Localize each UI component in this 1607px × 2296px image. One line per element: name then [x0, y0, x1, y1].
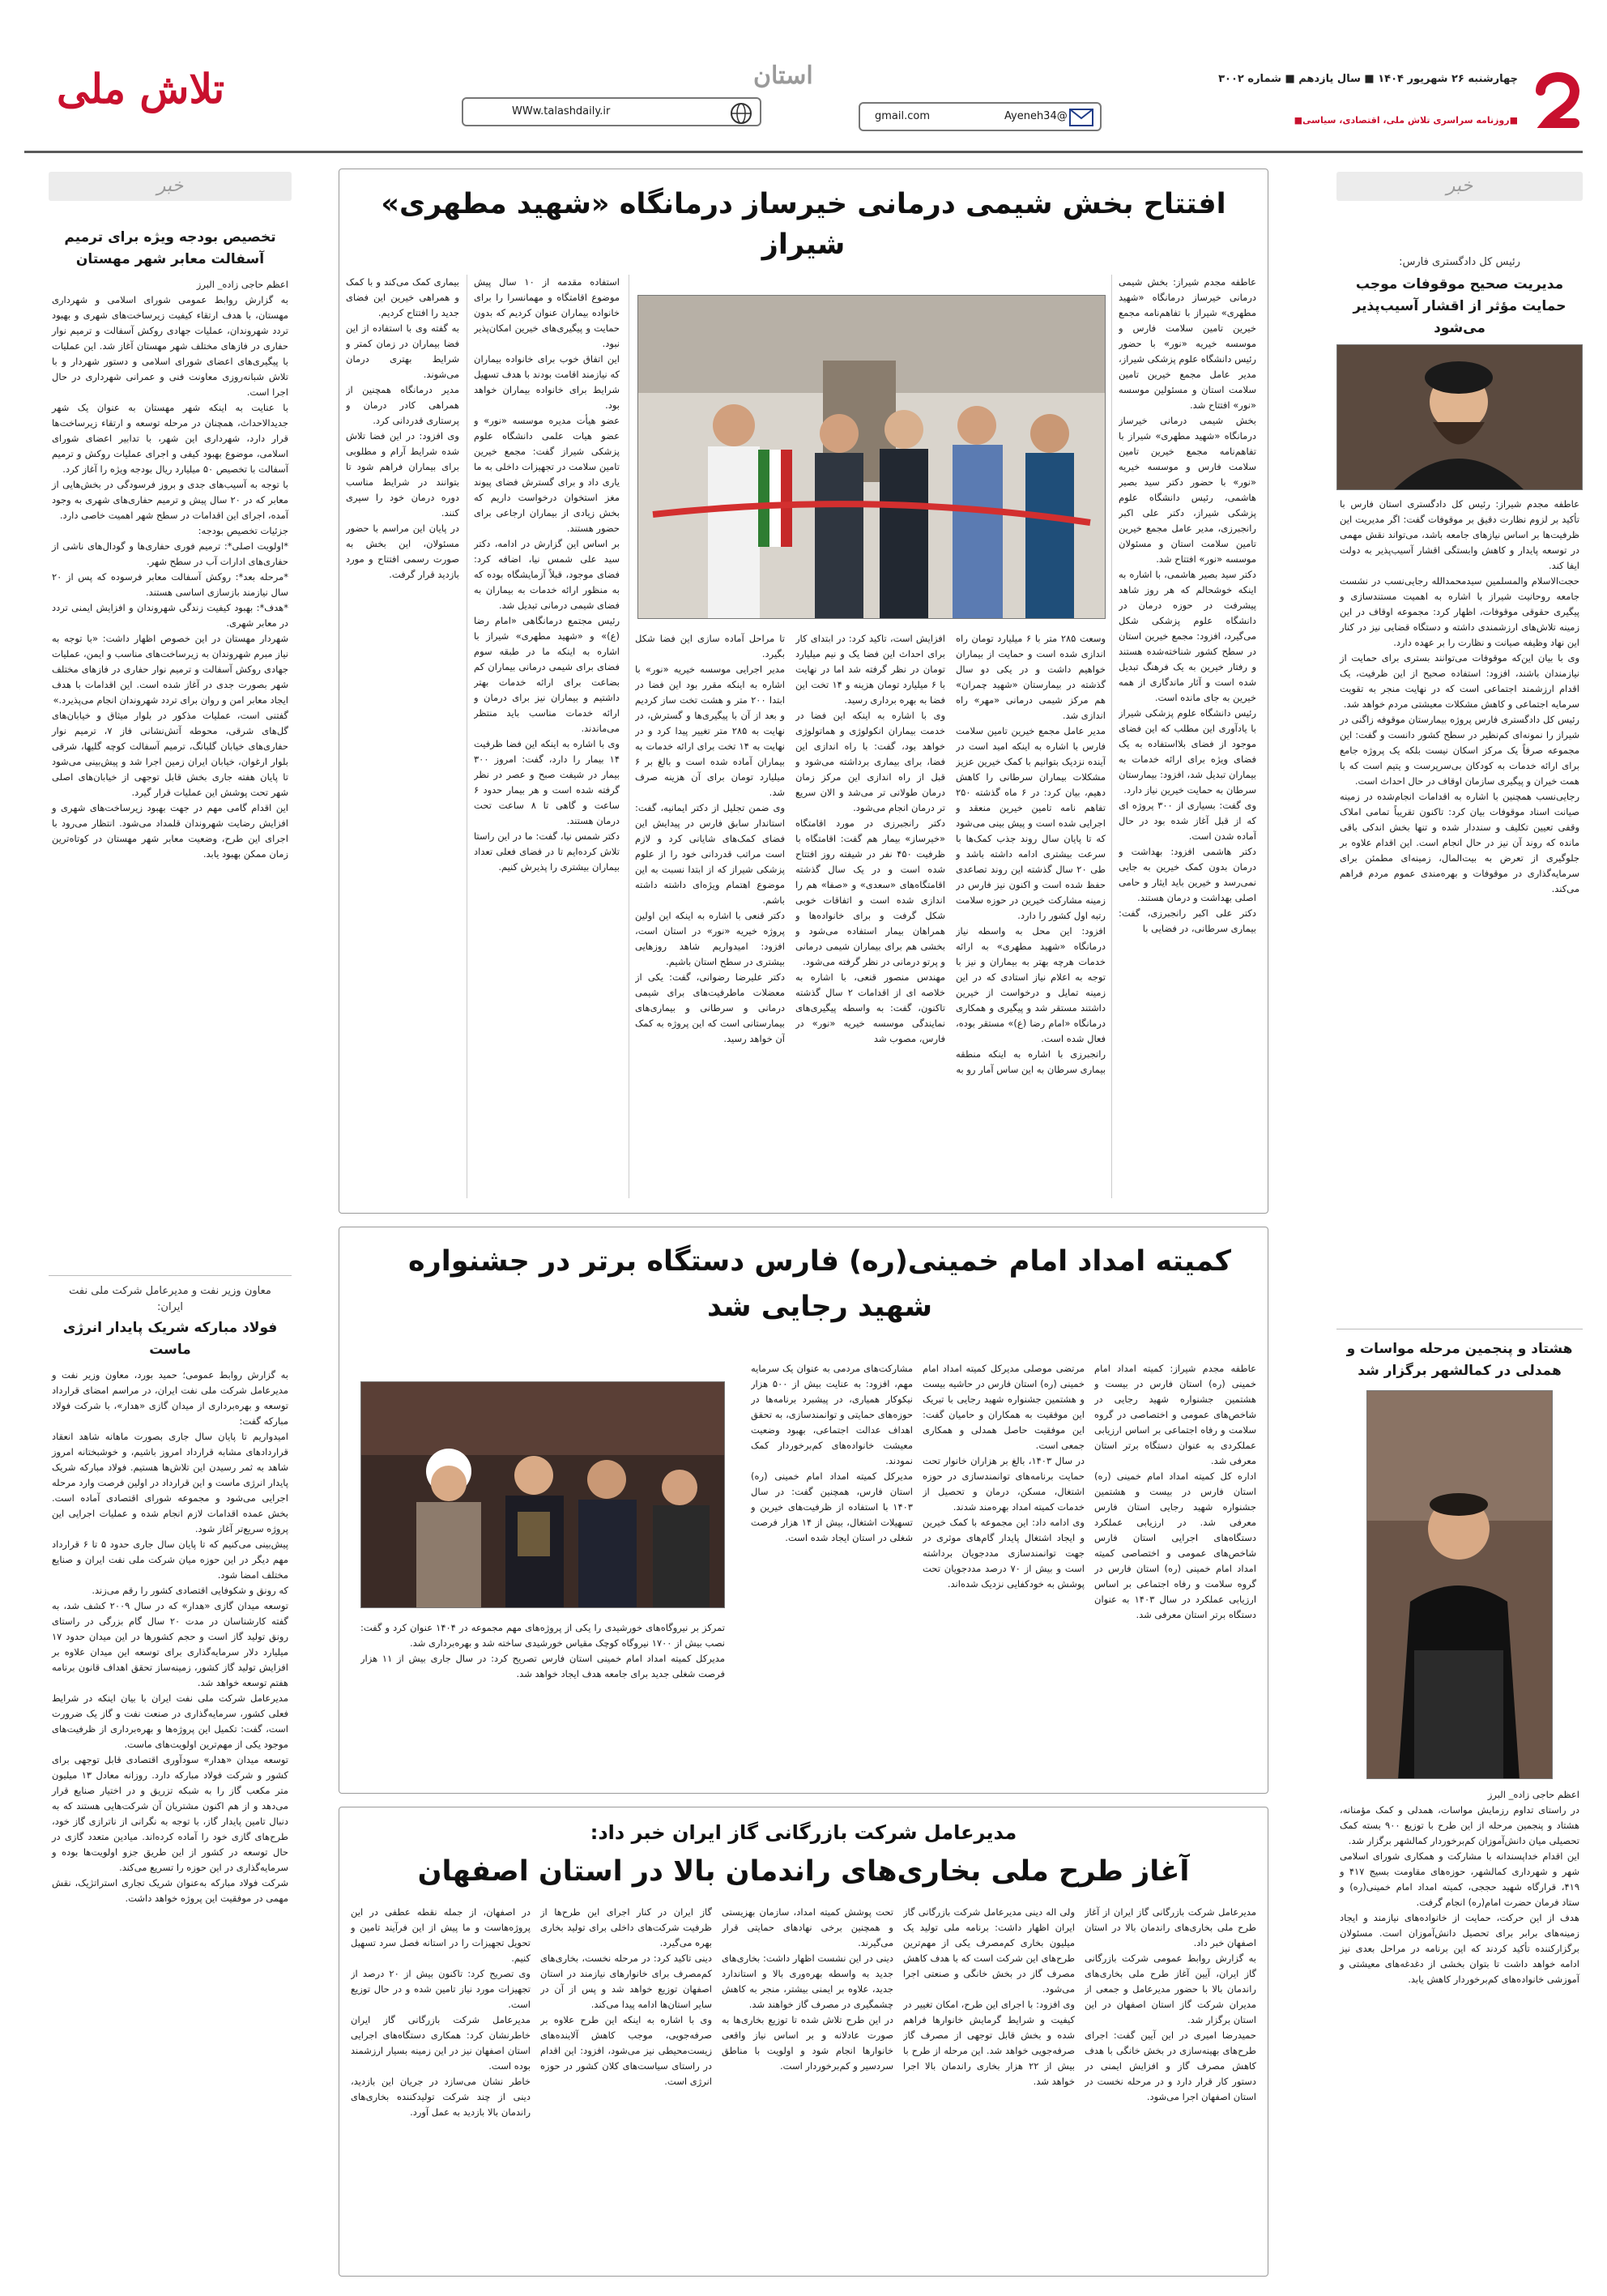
article3-headline: آغاز طرح ملی بخاری‌های راندمان بالا در استان اصفهان	[417, 1855, 1190, 1888]
page-number-shape	[1532, 66, 1583, 139]
award-ceremony-photo-illustration	[360, 1382, 724, 1608]
article3-col4: گاز ایران در کنار اجرای این طرح‌ها از ظرفیت شرکت‌های داخلی برای تولید بخاری بهره می‌گیرد. دینی تاکید کرد: در مرحله نخست، بخاری‌های کم‌مصرف برای خانوارهای نیازمند در استان اصفهان توزیع خواهد شد و پس از آن در سایر استان‌ها ادامه پیدا می‌کند. وی با اشاره به اینکه این طرح علاوه بر صرفه‌جویی، موجب کاهش آلاینده‌های زیست‌محیطی نیز می‌شود، افزود: این اقدام در راستای سیاست‌های کلان کشور در حوزه انرژی است.	[540, 1906, 712, 2087]
article3-col2: ولی اله دینی مدیرعامل شرکت بازرگانی گاز ایران اظهار داشت: برنامه ملی تولید یک میلیون بخاری کم‌مصرف یکی از مهم‌ترین طرح‌های این شرکت است که با هدف کاهش مصرف گاز در بخش خانگی و صنعتی اجرا می‌شود. وی افزود: با اجرای این طرح، امکان تغییر در کیفیت و شرایط گرمایش خانوارها فراهم شده و بخش قابل توجهی از مصرف گاز صرفه‌جویی خواهد شد. این مرحله از طرح با بیش از ۲۲ هزار بخاری راندمان بالا اجرا خواهد شد.	[903, 1906, 1075, 2087]
page-number-badge	[1532, 66, 1583, 139]
right-story1-kicker: رئیس کل دادگستری فارس:	[1399, 256, 1520, 268]
article1-photo	[637, 295, 1106, 619]
section-title: استان	[753, 62, 813, 90]
right-story1	[1336, 207, 1583, 1342]
article2-col4: تمرکز بر نیروگاه‌های خورشیدی را یکی از پروژه‌های مهم مجموعه در ۱۴۰۴ عنوان کرد و گفت: نصب بیش از ۱۷۰۰ نیروگاه کوچک مقیاس خورشیدی ساخته شد و بهره‌برداری شد. مدیرکل کمیته امداد امام خمینی استان فارس تصریح کرد: در سال جاری بیش از ۱۱ هزار فرصت شغلی جدید برای جامعه هدف ایجاد خواهد شد.	[360, 1622, 725, 1679]
right-story2	[1336, 1335, 1583, 2275]
right-story2-photo	[1366, 1390, 1553, 1779]
left-divider	[49, 1275, 292, 1276]
article1-col1: عاطفه مجدم شیراز: بخش شیمی درمانی خیرساز درمانگاه «شهید مطهری» شیراز با تفاهم‌نامه مجمع خیرین تامین سلامت فارس و موسسه خیریه «نور» با حضور رئیس دانشگاه علوم پزشکی شیراز، مدیر عامل مجمع خیرین تامین سلامت استان و مسئولین موسسه «نور» افتتاح شد. بخش شیمی درمانی خیرساز درمانگاه «شهید مطهری» شیراز با تفاهم‌نامه مجمع خیرین تامین سلامت فارس و موسسه خیریه «نور» با حضور دکتر سید بصیر هاشمی، رئیس دانشگاه علوم پزشکی شیراز، دکتر علی اکبر رانجبرزی، مدیر عامل مجمع خیرین تامین سلامت استان و مسئولان موسسه «نور» افتتاح شد. دکتر سید بصیر هاشمی، با اشاره به اینکه خوشحالم که هر روز شاهد پیشرفت در حوزه درمان در دانشگاه علوم پزشکی شکل می‌گیرد، افزود: مجمع خیرین استان در سطح کشور شناخته‌شده هستند و رفتار خیرین به یک فرهنگ تبدیل شده است و آثار ماندگاری از همه خیرین به جای مانده است. رئیس دانشگاه علوم پزشکی شیراز با یادآوری این مطلب که این فضای موجود از فضای بلااستفاده به یک فضای ویژه برای ارائه خدمات به بیماران تبدیل شد، افزود: بیمارستان سرطان به حمایت خیرین نیاز دارد. وی گفت: بسیاری از ۳۰۰ پروژه ای که از قبل آغاز شده بود در حال آماده شدن است. دکتر هاشمی افزود: بهداشت و درمان بدون کمک خیرین به جایی نمی‌رسد و خیرین باید ایثار و حامی اصلی بهداشت و درمان هستند. دکتر علی اکبر رانجبرزی، گفت: بیماری سرطانی، در فضایی با	[1119, 276, 1256, 934]
newspaper-tagline: ■روزنامه سراسری تلاش ملی، اقتصادی، سیاسی■	[1294, 115, 1518, 126]
right-story1-photo	[1336, 344, 1583, 490]
left-section-label: خبر	[49, 172, 292, 201]
article2-col1: عاطفه مجدم شیراز: کمیته امداد امام خمینی (ره) استان فارس در بیست و هشتمین جشنواره شهید رجایی در شاخص‌های عمومی و اختصاصی در گروه سلامت و رفاه اجتماعی بر اساس ارزیابی عملکردی به عنوان دستگاه برتر استان معرفی شد. اداره کل کمیته امداد امام خمینی (ره) استان فارس در بیست و هشتمین جشنواره شهید رجایی استان فارس معرفی شد. در ارزیابی عملکرد دستگاه‌های اجرایی استان فارس شاخص‌های عمومی و اختصاصی کمیته امداد امام خمینی (ره) استان فارس در گروه سلامت و رفاه اجتماعی بر اساس ارزیابی عملکرد در سال ۱۴۰۳ به عنوان دستگاه برتر استان معرفی شد.	[1094, 1363, 1256, 1620]
website-box	[462, 97, 761, 126]
article1-col3: افزایش است، تاکید کرد: در ابتدای کار برای احداث این فضا یک و نیم میلیارد تومان در نظر گرفته شد اما در نهایت با ۶ میلیارد تومان هزینه و ۱۴ تخت این فضا به بهره برداری رسید. وی با اشاره به اینکه این فضا در خدمت بیماران انکولوژی و هماتولوژی خواهد بود، گفت: با راه اندازی این فضا، برای بیماری برداشته می‌شود و قبل از راه اندازی این مرکز زمان درمان طولانی تر می‌شد و الان سریع تر درمان انجام می‌شود. دکتر رانجبرزی در مورد اقامتگاه «خیرساز» بیمار هم گفت: اقامتگاه با ظرفیت ۴۵۰ نفر در شیفته روز افتتاح شده است و در یک سال گذشته اقامتگاه‌های «سعدی» و «صفا» هم را اندازی شده است و اتفاقات خوبی شکل گرفت و برای خانواده‌ها و همراهان بیمار استفاده می‌شود و بخشی هم برای بیماران شیمی درمانی و پرتو درمانی در نظر گرفته می‌شود. مهندس منصور قنعی، با اشاره به خلاصه ای از اقدامات ۲ سال گذشته تاکنون، گفت: به واسطه پیگیری‌های نمایندگی موسسه خیریه «نور» در فارس، مصوب شد	[795, 633, 945, 1044]
article3-col3: تحت پوشش کمیته امداد، سازمان بهزیستی و همچنین برخی نهادهای حمایتی قرار می‌گیرند. دینی در این نشست اظهار داشت: بخاری‌های جدید به واسطه بهره‌وری بالا و استاندارد جدید، علاوه بر ایمنی بیشتر، منجر به کاهش چشمگیری در مصرف گاز خواهند شد. در این طرح تلاش شده تا توزیع بخاری‌ها به صورت عادلانه و بر اساس نیاز واقعی خانوارها انجام شود و اولویت با مناطق سردسیر و کم‌برخوردار است.	[722, 1906, 893, 2072]
left-story2	[49, 1280, 292, 2277]
left-story2-body: به گزارش روابط عمومی؛ حمید بورد، معاون وزیر نفت و مدیرعامل شرکت ملی نفت ایران، در مراسم امضای قرارداد توسعه و بهره‌برداری از میدان گازی «هدار»، با شرکت فولاد مبارکه گفت: امیدواریم تا پایان سال جاری بصورت ماهانه شاهد انعقاد قراردادهای مشابه قرارداد امروز باشیم، و خوشبختانه امروز شاهد به ثمر رسیدن این تلاش‌ها هستیم. فولاد مبارکه شریک پایدار انرژی ماست و این قرارداد در اولین فرصت وارد مرحله اجرایی می‌شود و مجموعه شورای اقتصادی آماده است. بخش عمده اقدامات لازم انجام شده و عملیات اجرایی این پروژه سریع‌تر آغاز شود. پیش‌بینی می‌کنیم که تا پایان سال جاری حدود ۵ تا ۶ قرارداد مهم دیگر در این حوزه میان شرکت ملی نفت ایران و صنایع مختلف امضا شود. که رونق و شکوفایی اقتصادی کشور را رقم می‌زند. توسعه میدان گازی «هدار» که در سال ۲۰۰۹ کشف شد، به گفته کارشناسان در مدت ۲۰ سال گام بزرگی در راستای رونق تولید گاز است و حجم کشورها در این میدان حدود ۱۷ میلیارد دلار سرمایه‌گذاری برای توسعه این میدان علاوه بر افزایش تولید گاز کشور، زمینه‌ساز تحقق اهداف قانون برنامه هفتم توسعه خواهد شد. مدیرعامل شرکت ملی نفت ایران با بیان اینکه در شرایط فعلی کشور، سرمایه‌گذاری در صنعت نفت و گاز یک ضرورت است، گفت: تکمیل این پروژه‌ها و بهره‌برداری از ظرفیت‌های موجود یکی از مهم‌ترین اولویت‌های ماست. توسعه میدان «هدار» سودآوری اقتصادی قابل توجهی برای کشور و شرکت فولاد مبارکه دارد. روزانه معادل ۱۳ میلیون متر مکعب گاز را به شبکه تزریق و در اختیار صنایع قرار می‌دهد و از هم اکنون مشتریان آن شرکت‌هایی هستند که به دنبال تامین پایدار گاز، با توجه به نگرانی از ناترازی گاز خود، طرح‌های گازی خود را آماده کرده‌اند. میادین متعدد گازی در حال توسعه در کشور از این طریق جزو اولویت‌ها بوده و سرمایه‌گذاری در این حوزه را تسریع می‌کند. شرکت فولاد مبارکه به‌عنوان شریک تجاری استراتژیک، نقش مهمی در موفقیت این پروژه خواهد داشت.	[52, 1369, 289, 1904]
speaker-photo-illustration	[1366, 1391, 1552, 1779]
cleric-photo-illustration	[1336, 345, 1582, 490]
right-story1-headline: مدیریت صحیح موقوفات موجب حمایت مؤثر از اقشار آسیب‌پذیر می‌شود	[1353, 276, 1567, 336]
article1-col6: بیماری کمک می‌کند و با کمک و همراهی خیرین این فضای جدید را افتتاح کردیم. به گفته وی با استفاده از این فضا بیماران در زمان کمتر و شرایط بهتری درمان می‌شوند. مدیر درمانگاه همچنین از همراهی کادر درمان و پرستاری قدردانی کرد. وی افزود: در این فضا تلاش شده شرایط آرام و مطلوبی برای بیماران فراهم شود تا بتوانند در شرایط مناسب دوره درمان خود را سپری کنند. در پایان این مراسم با حضور مسئولان، این بخش به صورت رسمی افتتاح و مورد بازدید قرار گرفت.	[346, 276, 459, 580]
issue-info: چهارشنبه ۲۶ شهریور ۱۴۰۴ ■ سال یازدهم ■ شماره ۳۰۰۲	[1218, 73, 1518, 85]
email-domain: gmail.com	[875, 110, 931, 122]
left-story1-body: اعظم حاجی زاده_ البرز به گزارش روابط عمومی شورای اسلامی و شهرداری مهستان، با هدف ارتقاء کیفیت زیرساخت‌های شهری و بهبود تردد شهروندان، عملیات جهادی روکش آسفالت و ترمیم نوار حفاری در فازهای مختلف شهر مهستان آغاز شد. این عملیات با پیگیری‌های اعضای شورای اسلامی و دستور شهردار و با تلاش شبانه‌روزی معاونت فنی و عمرانی شهرداری در حال اجرا است. با عنایت به اینکه شهر مهستان به عنوان یک شهر جدیدالاحداث، همچنان در مرحله توسعه و ارتقاء زیرساخت‌ها قرار دارد، شهرداری این شهر، با تدابیر اعضای شورای اسلامی، موضوع بهبود کیفی و اجرای عملیات روکش و ترمیم آسفالت با تخصیص ۵۰ میلیارد ریال بودجه ویژه را آغاز کرد. با توجه به آسیب‌های جدی و بروز فرسودگی در بخش‌هایی از معابر که در ۲۰ سال پیش و ترمیم حفاری‌های شهری به وجود آمده، اجرای این اقدامات در سطح شهر اهمیت خاصی دارد. جزئیات تخصیص بودجه: *اولویت اصلی*: ترمیم فوری حفاری‌ها و گودال‌های ناشی از حفاری‌های ادارات آب در سطح شهر. *مرحله بعد*: روکش آسفالت معابر فرسوده که پس از ۲۰ سال نیازمند بازسازی اساسی هستند. *هدف*: بهبود کیفیت زندگی شهروندان و افزایش ایمنی تردد در معابر شهری. شهردار مهستان در این خصوص اظهار داشت: «با توجه به نیاز مبرم شهروندان به زیرساخت‌های مناسب و ایمن، عملیات جهادی روکش آسفالت و ترمیم نوار حفاری در فازهای مختلف شهر بصورت جدی در آغاز شده است. این اقدامات با هدف ایجاد معابر امن و روان برای تردد شهروندان انجام می‌پذیرد.» گفتنی است، عملیات مذکور در بلوار میثاق و خیابان‌های گل‌های شرقی، محوطه آتش‌نشانی فاز ۷، ترمیم نوار حفاری‌های خیابان گلبانگ، ترمیم آسفالت کوچه گلیها، شرقی بلوار ارغوان، خیابان ایران زمین اجرا شد و پیش‌بینی می‌شود تا پایان هفته جاری بخش قابل توجهی از خیابان‌های اصلی شهر تحت پوشش این عملیات قرار گیرد. این اقدام گامی مهم در جهت بهبود زیرساخت‌های شهری و افزایش رضایت شهروندان قلمداد می‌شود. انتظار می‌رود با اجرای این طرح، وضعیت معابر شهر مهستان در کوتاه‌ترین زمان ممکن بهبود یابد.	[52, 279, 288, 860]
ribbon-cutting-photo-illustration	[637, 296, 1105, 619]
article1-box	[339, 169, 1268, 1214]
email-icon	[1069, 107, 1095, 131]
article3-kicker: مدیرعامل شرکت بازرگانی گاز ایران خبر داد:	[590, 1821, 1017, 1844]
article1-col4: تا مراحل آماده سازی این فضا شکل بگیرد. مدیر اجرایی موسسه خیریه «نور» با اشاره به اینکه مقرر بود این فضا در ابتدا ۲۰۰ متر و هشت تخت ساز کردیم و بعد از آن با پیگیری‌ها و گسترش، در نهایت به ۲۸۵ متر تغییر پیدا کرد و در نهایت به ۱۴ تخت برای ارائه خدمات به بیماران آماده شده است و بالغ بر ۶ میلیارد تومان برای آن هزینه صرف شد. وی ضمن تجلیل از دکتر ایمانیه، گفت: استاندار سابق فارس در پیدایش این فضای کمک‌های شایانی کرد و لازم است مراتب قدردانی خود را از علوم پزشکی شیراز که از ابتدا نسبت به این موضوع اهتمام ویژه‌ای داشته داشته باشم. دکتر قنعی با اشاره به اینکه این اولین پروژه خیریه «نور» در استان است، افزود: امیدواریم شاهد روزهایی بیشتری در سطح استان باشیم. دکتر علیرضا رضوانی، گفت: یکی از معضلات ماطرفیت‌های برای شیمی درمانی و سرطانی و بیماری‌های بیمارستانی است که این پروژه به کمک آن خواهد رسید.	[635, 633, 785, 1044]
article1-col5: استفاده مقدمه از ۱۰ سال پیش موضوع اقامتگاه و مهمانسرا را برای خانواده بیماران عنوان کردیم که بدون حمایت و پیگیری‌های خیرین امکان‌پذیر نبود. این اتفاق خوب برای خانواده بیماران که نیازمند اقامت بودند با هدف تسهیل شرایط برای خانواده بیماران خواهد بود. عضو هیأت مدیره موسسه «نور» و عضو هیات علمی دانشگاه علوم پزشکی شیراز گفت: مجمع خیرین تامین سلامت در تجهیزات داخلی به ما یاری داد و برای گسترش فضای پیوند مغز استخوان درخواست داریم که بخش زیادی از بیماران ارجاعی برای حضور هستند. بر اساس این گزارش در ادامه، دکتر سید علی شمس نیا، اضافه کرد: فضای موجود، قبلاً آزمایشگاه بوده که به منظور ارائه خدمات به بیماران به فضای شیمی درمانی تبدیل شد. رئیس مجتمع درمانگاهی «امام رضا (ع)» و «شهید مطهری» شیراز با اشاره به اینکه ما در طبقه سوم فضای برای شیمی درمانی بیماران کم بضاعت برای ارائه خدمات بهتر داشتیم و بیماران نیز برای درمان و ارائه خدمات مناسب باید منتظر می‌ماندند. وی با اشاره به اینکه این فضا ظرفیت ۱۴ بیمار را دارد، گفت: امروز ۳۰۰ بیمار در شیفت صبح و عصر در نظر گرفته شده است و هر بیمار حدود ۶ ساعت و گاهی تا ۸ ساعت تحت درمان هستند. دکتر شمس نیا، گفت: ما در این راستا تلاش کرده‌ایم تا در فضای فعلی تعداد بیماران بیشتری را پذیرش کنیم.	[474, 276, 620, 873]
article2-photo	[360, 1381, 725, 1608]
left-story2-kicker: معاون وزیر نفت و مدیرعامل شرکت ملی نفت ایران:	[69, 1285, 271, 1313]
email-user: Ayeneh34@	[1004, 110, 1068, 122]
right-story2-body: اعظم حاجی زاده_ البرز در راستای تداوم رزمایش مواسات، همدلی و کمک مؤمنانه، هشتاد و پنجمین مرحله از این طرح با توزیع ۹۰۰ بسته کمک تحصیلی میان دانش‌آموزان کم‌برخوردار کمالشهر برگزار شد. این اقدام خداپسندانه با مشارکت و همکاری شورای اسلامی شهر و شهرداری کمالشهر، حوزه‌های مقاومت بسیج ۴۱۷ و ۴۱۹، قرارگاه شهید حججی، کمیته امداد امام خمینی(ره) و ستاد فرمان حضرت امام(ره) انجام گرفت. هدف از این حرکت، حمایت از خانواده‌های نیازمند و ایجاد زمینه‌های برابر برای تحصیل دانش‌آموزان است. مسئولان برگزارکننده تأکید کردند که این برنامه در مراحل بعدی نیز ادامه خواهد داشت تا بتوان بخشی از دغدغه‌های معیشتی و آموزشی خانواده‌های کم‌برخوردار کاهش یابد.	[1340, 1789, 1580, 1985]
globe-icon	[729, 101, 753, 129]
right-section-label: خبر	[1336, 172, 1583, 201]
article1-headline: افتتاح بخش شیمی درمانی خیرساز درمانگاه «شهید مطهری» شیراز	[381, 188, 1226, 261]
newspaper-logo: تلاش ملی	[57, 65, 225, 113]
left-story1	[49, 207, 292, 1277]
article2-col3: مشارکت‌های مردمی به عنوان یک سرمایه مهم، افزود: به عنایت بیش از ۵۰۰ هزار نیکوکار همیاری، در پیشبرد برنامه‌ها در حوزه‌های حمایتی و توانمندسازی، به تحقق اهداف عدالت اجتماعی، بهبود وضعیت معیشت خانواده‌های کم‌برخوردار کمک نمودند. مدیرکل کمیته امداد امام خمینی (ره) استان فارس، همچنین گفت: در سال ۱۴۰۳ با استفاده از ظرفیت‌های خیرین و تسهیلات اشتغال، بیش از ۱۴ هزار فرصت شغلی در استان ایجاد شده است.	[751, 1363, 913, 1543]
email-box	[859, 102, 1102, 131]
article2-col2: مرتضی موصلی مدیرکل کمیته امداد امام خمینی (ره) استان فارس در حاشیه بیست و هشتمین جشنواره شهید رجایی با تبریک این موفقیت به همکاران و حامیان گفت: این موفقیت حاصل همدلی و همکاری جمعی است. در سال ۱۴۰۳، بالغ بر هزاران خانوار تحت حمایت برنامه‌های توانمندسازی در حوزه اشتغال، مسکن، درمان و تحصیل از خدمات کمیته امداد بهره‌مند شدند. وی ادامه داد: این مجموعه با کمک خیرین و ایجاد اشتغال پایدار گام‌های موثری در جهت توانمندسازی مددجویان برداشته است و بیش از ۷۰ درصد مددجویان تحت پوشش به خودکفایی نزدیک شده‌اند.	[923, 1363, 1085, 1590]
article3-col5: در اصفهان، از جمله نقطه عطفی در این پروژه‌هاست و ما پیش از این فرآیند تامین و تحویل تجهیزات را در استانه فصل سرد تسهیل کنیم. وی تصریح کرد: تاکنون بیش از ۲۰ درصد از تجهیزات مورد نیاز تامین شده و در حال توزیع است. مدیرعامل شرکت بازرگانی گاز ایران خاطرنشان کرد: همکاری دستگاه‌های اجرایی استان اصفهان نیز در این زمینه بسیار ارزشمند بوده است. خاطر نشان می‌سازد در جریان این بازدید، دینی از چند شرکت تولید‌کننده بخاری‌های راندمان بالا بازدید به عمل آورد.	[351, 1906, 531, 2118]
website-url[interactable]: WWw.talashdaily.ir	[512, 105, 611, 117]
header-rule	[24, 151, 1583, 153]
right-story1-body: عاطفه مجدم شیراز: رئیس کل دادگستری استان فارس با تأکید بر لزوم نظارت دقیق بر موقوفات گفت: اگر مدیریت این ظرفیت‌ها بر اساس نیازهای جامعه باشد، می‌تواند نقش مهمی در توسعه پایدار و کاهش وابستگی اقشار آسیب‌پذیر به دولت ایفا کند. حجت‌الاسلام والمسلمین سیدمحمدالله رجایی‌نسب در نشست جامعه روحانیت شیراز با اشاره به اهمیت مستندسازی و پیگیری حقوقی موقوفات، اظهار کرد: مجموعه اوقاف در این زمینه تلاش‌های ارزشمندی داشته و دستگاه قضایی نیز در کنار این نهاد وظیفه صیانت و نظارت را بر عهده دارد. وی با بیان این‌که موقوفات می‌توانند بستری برای حمایت از نیازمندان باشند، افزود: استفاده صحیح از این ظرفیت، یک اقدام ارزشمند اجتماعی است که در نهایت منجر به تقویت سرمایه اجتماعی و کاهش مشکلات معیشتی مردم خواهد شد. رئیس کل دادگستری فارس پروژه بیمارستان موقوفه زاگنی در شیراز را نمونه‌ای کم‌نظیر در سطح کشور دانست و گفت: این مجموعه صرفاً یک مرکز اسکان نیست بلکه یک پروژه جامع برای ارائه خدمات به کودکان بی‌سرپرست و یتیم است که با همت خیران و پیگیری سازمان اوقاف در حال احداث است. رجایی‌نسب همچنین با اشاره به اقدامات انجام‌شده در زمینه صیانت اسناد موقوفات بیان کرد: تاکنون تقریباً تمامی املاک وقفی تعیین تکلیف و سنددار شده و تنها بخش اندکی باقی مانده که روند آن نیز در حال انجام است. این اقدام علاوه بر جلوگیری از تعرض به بیت‌المال، زمینه‌ای مطمئن برای سرمایه‌گذاری در موقوفات و بهره‌مندی عموم مردم فراهم می‌کند.	[1340, 498, 1579, 894]
article3-box	[339, 1807, 1268, 2277]
article2-headline: کمیته امداد امام خمینی(ره) فارس دستگاه برتر در جشنواره شهید رجایی شد	[407, 1245, 1232, 1323]
masthead	[24, 57, 1583, 146]
article2-box	[339, 1227, 1268, 1794]
article1-col2: وسعت ۲۸۵ متر با ۶ میلیارد تومان راه اندازی شده است و حمایت از بیماران خواهیم داشت و در یکی دو سال گذشته در بیمارستان «شهید چمران» هم مرکز شیمی درمانی «مهر» راه اندازی شد. مدیر عامل مجمع خیرین تامین سلامت فارس با اشاره به اینکه امید است در آینده نزدیک بتوانیم با کمک خیرین عزیز مشکلات بیماران سرطانی را کاهش دهیم، بیان کرد: در ۶ ماه گذشته ۲۵۰ تفاهم نامه تامین خیرین منعقد و اجرایی شده است و پیش بینی می‌شود که تا پایان سال روند جذب کمک‌ها با سرعت بیشتری ادامه داشته باشد و طی ۲۰ سال گذشته این روند تصاعدی حفظ شده است و اکنون نیز فارس در زمینه مشارکت خیرین در حوزه سلامت رتبه اول کشور را دارد. افزود: این محل به واسطه نیاز درمانگاه «شهید مطهری» به ارائه خدمات هرچه بهتر به بیماران و نیز با توجه به اعلام نیاز استادی که در این زمینه تمایل و درخواست از خیرین داشتند مستقر شد و پیگیری و همکاری درمانگاه «امام رضا (ع)» مستقر بوده، فعال شده است. رانجبرزی با اشاره به اینکه منطقه بیماری سرطان به این ساس آمار رو به	[956, 633, 1106, 1075]
right-story2-headline: هشتاد و پنجمین مرحله مواسات و همدلی در کمالشهر برگزار شد	[1346, 1341, 1573, 1379]
left-story2-headline: فولاد مبارکه شریک پایدار انرژی ماست	[62, 1320, 278, 1358]
article3-col1: مدیرعامل شرکت بازرگانی گاز ایران از آغاز طرح ملی بخاری‌های راندمان بالا در استان اصفهان خبر داد. به گزارش روابط عمومی شرکت بازرگانی گاز ایران، آیین آغاز طرح ملی بخاری‌های راندمان بالا با حضور مدیرعامل و جمعی از مدیران شرکت گاز استان اصفهان در این استان برگزار شد. حمیدرضا امیری در این آیین گفت: اجرای طرح‌های بهینه‌سازی در بخش خانگی با هدف کاهش مصرف گاز و افزایش ایمنی در دستور کار قرار دارد و در مرحله نخست در استان اصفهان اجرا می‌شود.	[1085, 1906, 1256, 2102]
left-story1-headline: تخصیص بودجه ویژه برای ترمیم آسفالت معابر شهر مهستان	[64, 229, 276, 267]
